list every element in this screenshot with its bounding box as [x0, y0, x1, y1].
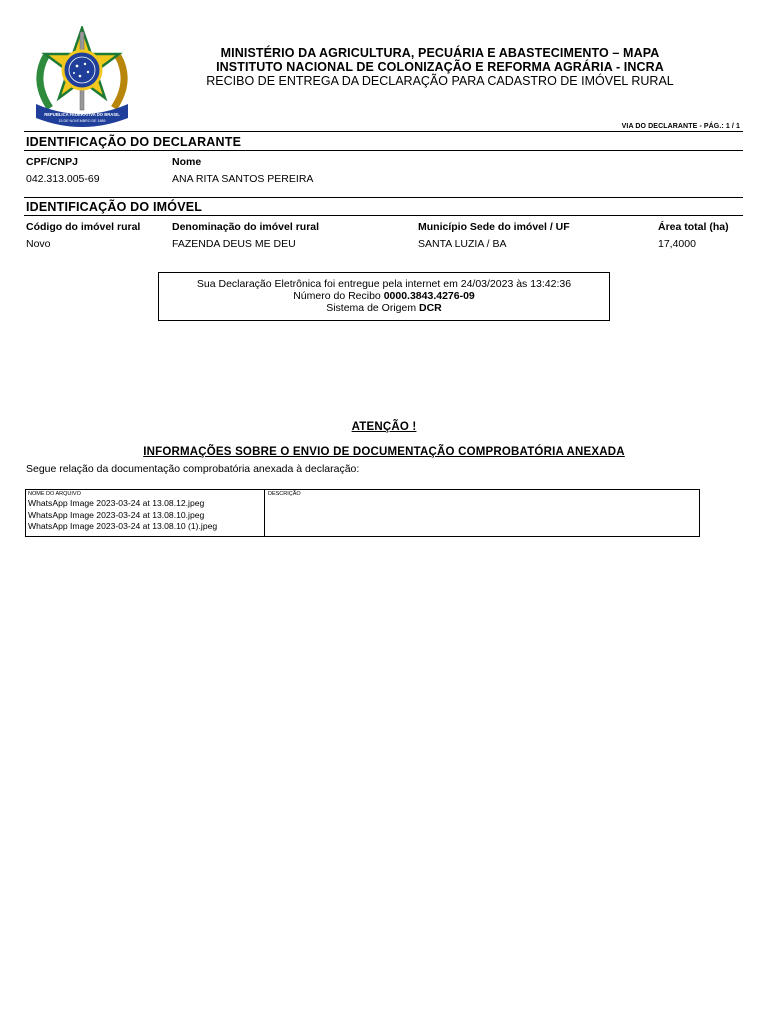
description-header: DESCRIÇÃO [268, 491, 301, 497]
divider [24, 215, 743, 216]
documentation-intro: Segue relação da documentação comprobatória anexada à declaração: [26, 463, 360, 475]
svg-text:15 DE NOVEMBRO DE 1889: 15 DE NOVEMBRO DE 1889 [58, 119, 106, 123]
documentation-title: INFORMAÇÕES SOBRE O ENVIO DE DOCUMENTAÇÃO COMPROBATÓRIA ANEXADA [143, 446, 625, 458]
divider [24, 131, 743, 132]
page-indicator: VIA DO DECLARANTE - PÁG.: 1 / 1 [621, 123, 740, 130]
ministry-title: MINISTÉRIO DA AGRICULTURA, PECUÁRIA E ABASTECIMENTO – MAPA [220, 46, 660, 60]
receipt-delivery-text: Sua Declaração Eletrônica foi entregue pela internet em 24/03/2023 às 13:42:36 [196, 278, 572, 290]
document-header [140, 46, 740, 88]
documents-table [25, 489, 700, 537]
nome-label: Nome [172, 156, 202, 168]
codigo-value: Novo [26, 238, 51, 250]
divider [24, 150, 743, 151]
declarante-section-title: IDENTIFICAÇÃO DO DECLARANTE [26, 135, 242, 149]
area-value: 17,4000 [658, 238, 696, 250]
receipt-number-label: Número do Recibo [293, 290, 384, 302]
file-name-column [26, 490, 265, 536]
denominacao-value: FAZENDA DEUS ME DEU [172, 238, 296, 250]
area-label: Área total (ha) [658, 221, 729, 233]
codigo-label: Código do imóvel rural [26, 221, 141, 233]
file-name-header: NOME DO ARQUIVO [28, 491, 81, 497]
file-item: WhatsApp Image 2023-03-24 at 13.08.10.jpeg [28, 509, 205, 520]
origin-system-label: Sistema de Origem [326, 302, 420, 314]
origin-system [159, 302, 609, 314]
nome-value: ANA RITA SANTOS PEREIRA [172, 173, 314, 185]
attention-title: ATENÇÃO ! [351, 421, 417, 433]
receipt-number [159, 290, 609, 302]
file-item: WhatsApp Image 2023-03-24 at 13.08.12.jpeg [28, 498, 205, 508]
institute-title: INSTITUTO NACIONAL DE COLONIZAÇÃO E REFORMA AGRÁRIA - INCRA [216, 60, 664, 74]
file-item: WhatsApp Image 2023-03-24 at 13.08.10 (1).jpeg [28, 521, 218, 531]
receipt-number-value: 0000.3843.4276-09 [383, 290, 475, 302]
svg-text:REPUBLICA FEDERATIVA DO BRASIL: REPUBLICA FEDERATIVA DO BRASIL [44, 112, 120, 117]
denominacao-label: Denominação do imóvel rural [172, 221, 320, 233]
divider [24, 197, 743, 198]
brazil-coat-of-arms-icon [28, 26, 136, 130]
receipt-box [158, 272, 610, 321]
imovel-section-title: IDENTIFICAÇÃO DO IMÓVEL [26, 200, 203, 214]
document-title: RECIBO DE ENTREGA DA DECLARAÇÃO PARA CADASTRO DE IMÓVEL RURAL [206, 74, 674, 88]
description-column [266, 490, 699, 536]
municipio-label: Município Sede do imóvel / UF [418, 221, 570, 233]
municipio-value: SANTA LUZIA / BA [418, 238, 507, 250]
cpf-value: 042.313.005-69 [26, 173, 100, 185]
origin-system-value: DCR [419, 302, 442, 314]
cpf-label: CPF/CNPJ [26, 156, 78, 168]
